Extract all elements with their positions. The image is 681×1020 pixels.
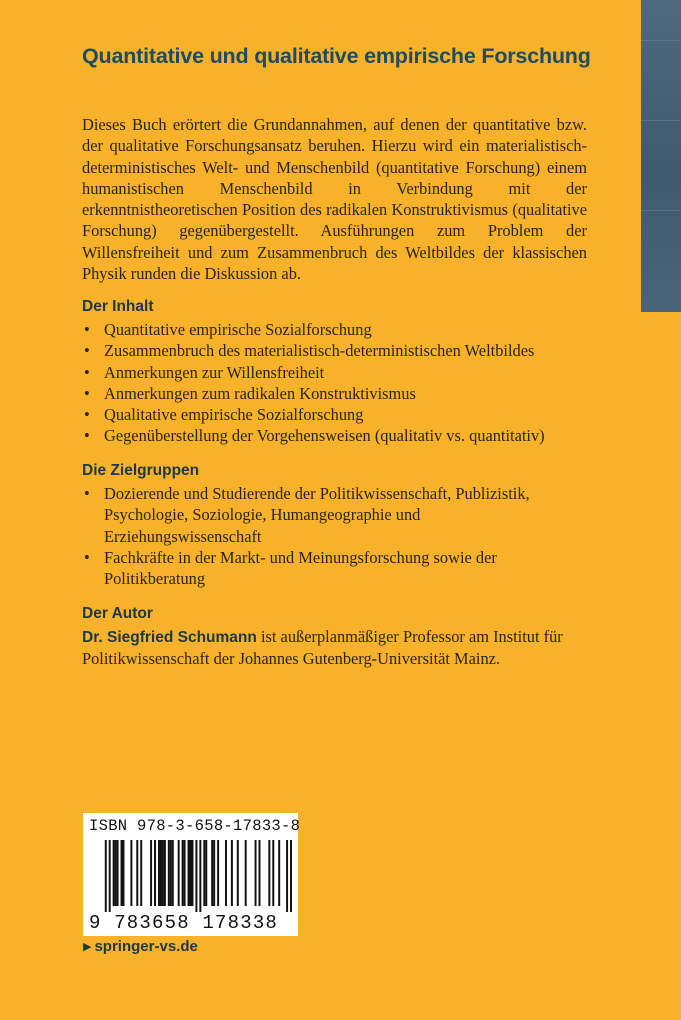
contents-list [82,319,602,447]
barcode-bar [199,840,201,912]
barcode-bar [255,840,257,906]
ean-digits: 9 783658 178338 [89,912,279,934]
barcode-bar [290,840,292,912]
barcode-bar [158,840,160,906]
barcode-bar [136,840,138,906]
audience-heading: Die Zielgruppen [82,462,200,479]
list-item: • Quantitative empirische Sozialforschung [84,320,372,339]
barcode-bar [182,840,184,906]
barcode-bar [205,840,207,906]
barcode-bar [117,840,119,906]
list-item: • Dozierende und Studierende der Politikwissenschaft, Publizistik, Psychologie, Soziologie, Humangeographie und Erziehungswissenschaft [84,484,530,546]
barcode-bar [164,840,166,906]
barcode-bar [211,840,213,906]
barcode-bar [115,840,117,906]
author-name: Dr. Siegfried Schumann [82,629,257,646]
list-item: • Fachkräfte in der Markt- und Meinungsforschung sowie der Politikberatung [84,547,497,589]
list-item: • Zusammenbruch des materialistisch-deterministischen Weltbildes [84,341,535,361]
publisher-link[interactable] [83,938,198,955]
publisher-url: springer-vs.de [94,938,198,955]
author-heading: Der Autor [82,605,153,622]
barcode-bar [272,840,274,906]
barcode-bar [105,840,107,912]
barcode-bar [259,840,261,906]
barcode-bar [225,840,227,906]
barcode-bar [154,840,156,906]
list-item: • Anmerkungen zum radikalen Konstruktivismus [84,383,416,403]
book-title: Quantitative und qualitative empirische Forschung [82,44,591,68]
barcode-bar [203,840,205,906]
barcode-bar [231,840,233,906]
barcode-bar [245,840,247,906]
barcode-bar [286,840,288,912]
isbn-barcode [83,813,301,936]
barcode-bar [213,840,215,906]
barcode-bar [172,840,174,906]
list-item: • Qualitative empirische Sozialforschung [84,405,364,425]
barcode-bar [184,840,186,906]
barcode-bar [113,840,115,906]
contents-heading: Der Inhalt [82,298,154,315]
isbn-label: ISBN 978-3-658-17833-8 [89,817,301,835]
barcode-bar [178,840,180,906]
cover-edge-stripe [641,0,681,312]
barcode-bar [268,840,270,906]
audience-list [82,483,532,589]
barcode-bar [150,840,152,906]
barcode-bar [160,840,162,906]
barcode-bar [130,840,132,906]
barcode-bar [170,840,172,906]
barcode-bar [109,840,111,912]
barcode-bar [162,840,164,906]
book-description: Dieses Buch erörtert die Grundannahmen, auf denen der quantitative bzw. der qualitative Forschungsansatz beruhen. Hierzu wird ein materialistisch-deterministisches Welt- und Menschenbild (quantitative Forschung) einem humanistischen Menschenbild in Verbindung mit der erkenntnistheoretischen Position des radikalen Konstruktivismus (qualitative Forschung) gegenübergestellt. Ausführungen zum Problem der Willensfreiheit und zum Zusammenbruch des Weltbildes der klassischen Physik runden die Diskussion ab. [82,115,587,284]
contents-section [82,297,602,447]
barcode-bar [123,840,125,906]
audience-section [82,461,532,589]
barcode-bar [140,840,142,906]
barcode-bar [168,840,170,906]
list-item: • Gegenüberstellung der Vorgehensweisen (qualitativ vs. quantitativ) [84,426,545,446]
barcode-bar [188,840,190,906]
list-item: • Anmerkungen zur Willensfreiheit [84,362,325,382]
arrow-icon: ▶ [83,941,92,953]
author-bio: Dr. Siegfried Schumann ist außerplanmäßiger Professor am Institut für Politikwissenschaft der Johannes Gutenberg-Universität Mainz. [82,627,563,669]
barcode-bar [190,840,192,906]
barcode-bars [89,840,292,912]
barcode-bar [121,840,123,906]
barcode-bar [217,840,219,906]
author-section [82,604,592,670]
barcode-bar [191,840,193,906]
barcode-bar [195,840,197,912]
barcode-bar [237,840,239,906]
barcode-bar [278,840,280,906]
